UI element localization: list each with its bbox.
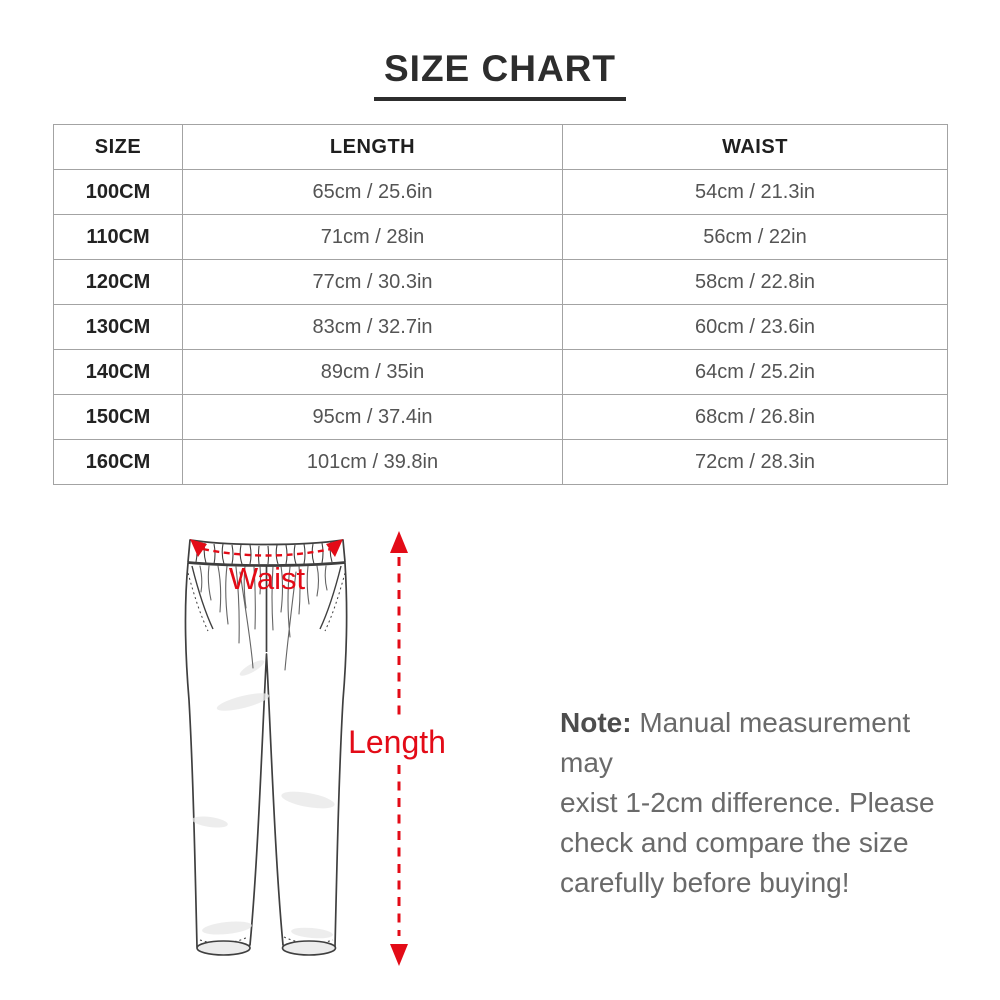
pants-measurement-diagram	[150, 505, 480, 995]
length-cell: 101cm / 39.8in	[183, 440, 563, 485]
length-cell: 95cm / 37.4in	[183, 395, 563, 440]
size-cell: 100CM	[54, 170, 183, 215]
table-header-row	[54, 125, 948, 170]
size-cell: 150CM	[54, 395, 183, 440]
column-header-size: SIZE	[54, 125, 183, 170]
column-header-waist: WAIST	[563, 125, 948, 170]
title-wrap	[0, 48, 1000, 101]
size-cell: 110CM	[54, 215, 183, 260]
page-title: SIZE CHART	[374, 48, 626, 101]
pants-cuffs	[197, 941, 336, 955]
length-cell: 83cm / 32.7in	[183, 305, 563, 350]
note-text: Manual measurement may	[560, 707, 911, 778]
size-cell: 120CM	[54, 260, 183, 305]
column-header-length: LENGTH	[183, 125, 563, 170]
note-label: Note:	[560, 707, 632, 738]
waist-cell: 54cm / 21.3in	[563, 170, 948, 215]
waist-cell: 68cm / 26.8in	[563, 395, 948, 440]
table-row	[54, 440, 948, 485]
table-row	[54, 395, 948, 440]
note-line: exist 1-2cm difference. Please	[560, 787, 935, 818]
table-row	[54, 260, 948, 305]
note-line	[560, 703, 960, 783]
note-line: carefully before buying!	[560, 867, 850, 898]
length-cell: 89cm / 35in	[183, 350, 563, 395]
size-cell: 130CM	[54, 305, 183, 350]
waist-cell: 64cm / 25.2in	[563, 350, 948, 395]
size-cell: 140CM	[54, 350, 183, 395]
waist-cell: 56cm / 22in	[563, 215, 948, 260]
table-row	[54, 305, 948, 350]
length-label: Length	[348, 724, 446, 760]
length-cell: 71cm / 28in	[183, 215, 563, 260]
waist-label: Waist	[228, 561, 306, 596]
size-cell: 160CM	[54, 440, 183, 485]
length-cell: 77cm / 30.3in	[183, 260, 563, 305]
table-row	[54, 215, 948, 260]
table-row	[54, 350, 948, 395]
waist-cell: 72cm / 28.3in	[563, 440, 948, 485]
note-line: check and compare the size	[560, 827, 909, 858]
measurement-note	[560, 703, 960, 903]
waist-cell: 60cm / 23.6in	[563, 305, 948, 350]
size-table	[53, 124, 948, 485]
table-row	[54, 170, 948, 215]
length-cell: 65cm / 25.6in	[183, 170, 563, 215]
waist-cell: 58cm / 22.8in	[563, 260, 948, 305]
